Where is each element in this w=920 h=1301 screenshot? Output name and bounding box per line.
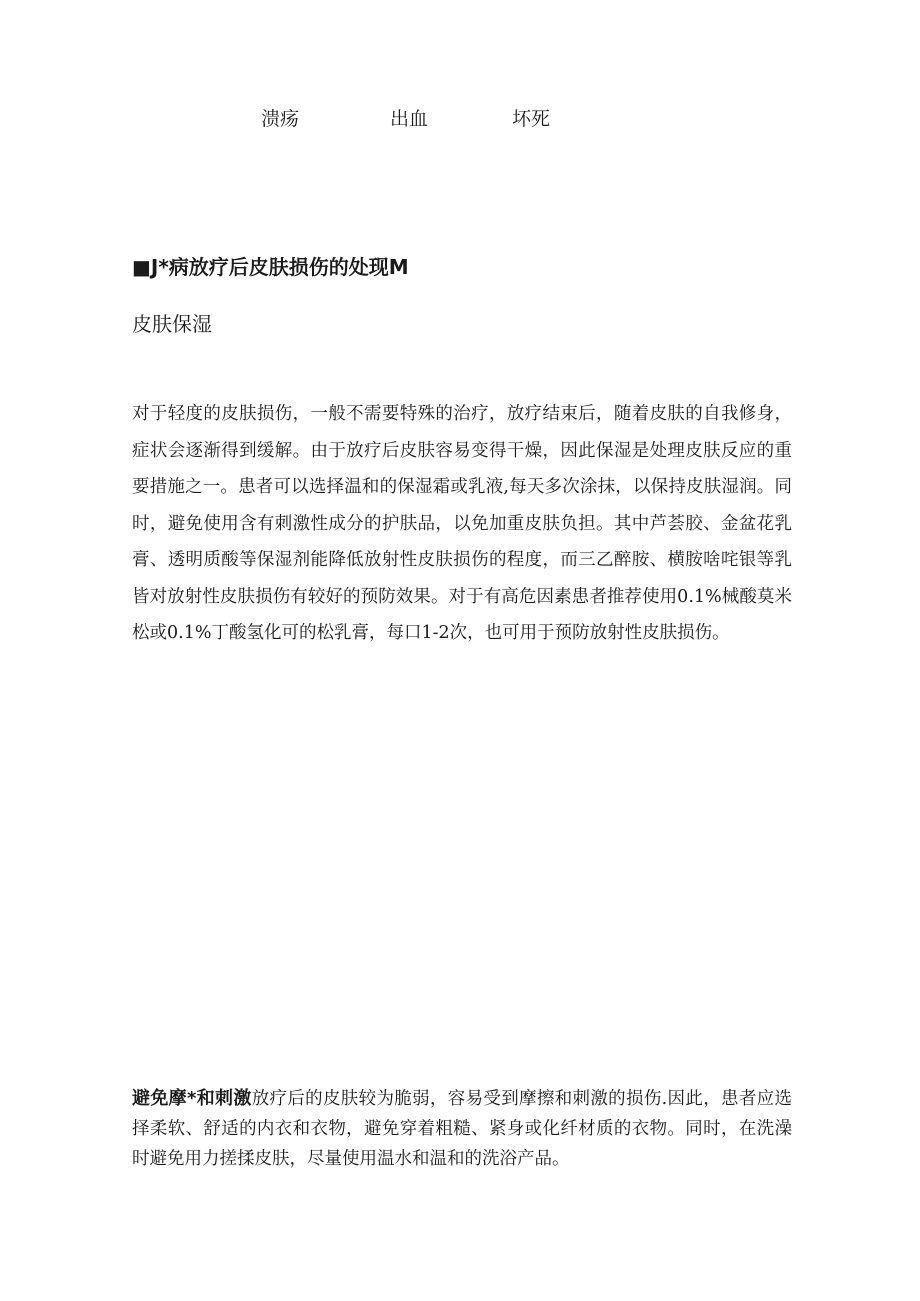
paragraph-moisturizing: 对于轻度的皮肤损伤，一般不需要特殊的治疗，放疗结束后，随着皮肤的自我修身，症状会逐渐得到缓解。由于放疗后皮肤容易变得干燥，因此保湿是处理皮肤反应的重要措施之一。患者可以选择温和的保湿霜或乳液,每天多次涂抹，以保持皮肤湿润。同时，避免使用含有刺激性成分的护肤品，以免加重皮肤负担。其中芦荟胶、金盆花乳膏、透明质酸等保湿剂能降低放射性皮肤损伤的程度，而三乙醉胺、横胺啥咤银等乳皆对放射性皮肤损伤有较好的预防效果。对于有高危因素患者推荐使用0.1%械酸莫米松或0.1%丁酸氢化可的松乳膏，每口1-2次，也可用于预防放射性皮肤损伤。 xyxy=(132,404,792,643)
paragraph-avoid-friction xyxy=(132,1084,792,1174)
section-heading: ■J*病放疗后皮肤损伤的处现M xyxy=(132,255,409,279)
paragraph-avoid-friction-text: 放疗后的皮肤较为脆弱，容易受到摩擦和刺激的损伤.因此，患者应选择柔软、舒适的内衣和衣物，避免穿着粗糙、紧身或化纤材质的衣物。同时，在洗澡时避免用力搓揉皮肤，尽量使用温水和温和的洗浴产品。 xyxy=(132,1089,792,1169)
caption-bleeding: 出血 xyxy=(390,108,429,130)
caption-ulcer: 溃疡 xyxy=(261,108,300,130)
runin-heading-avoid-friction: 避免摩*和刺激 xyxy=(132,1088,252,1109)
caption-necrosis: 坏死 xyxy=(512,108,551,130)
subheading-moisturizing: 皮肤保湿 xyxy=(132,312,212,336)
